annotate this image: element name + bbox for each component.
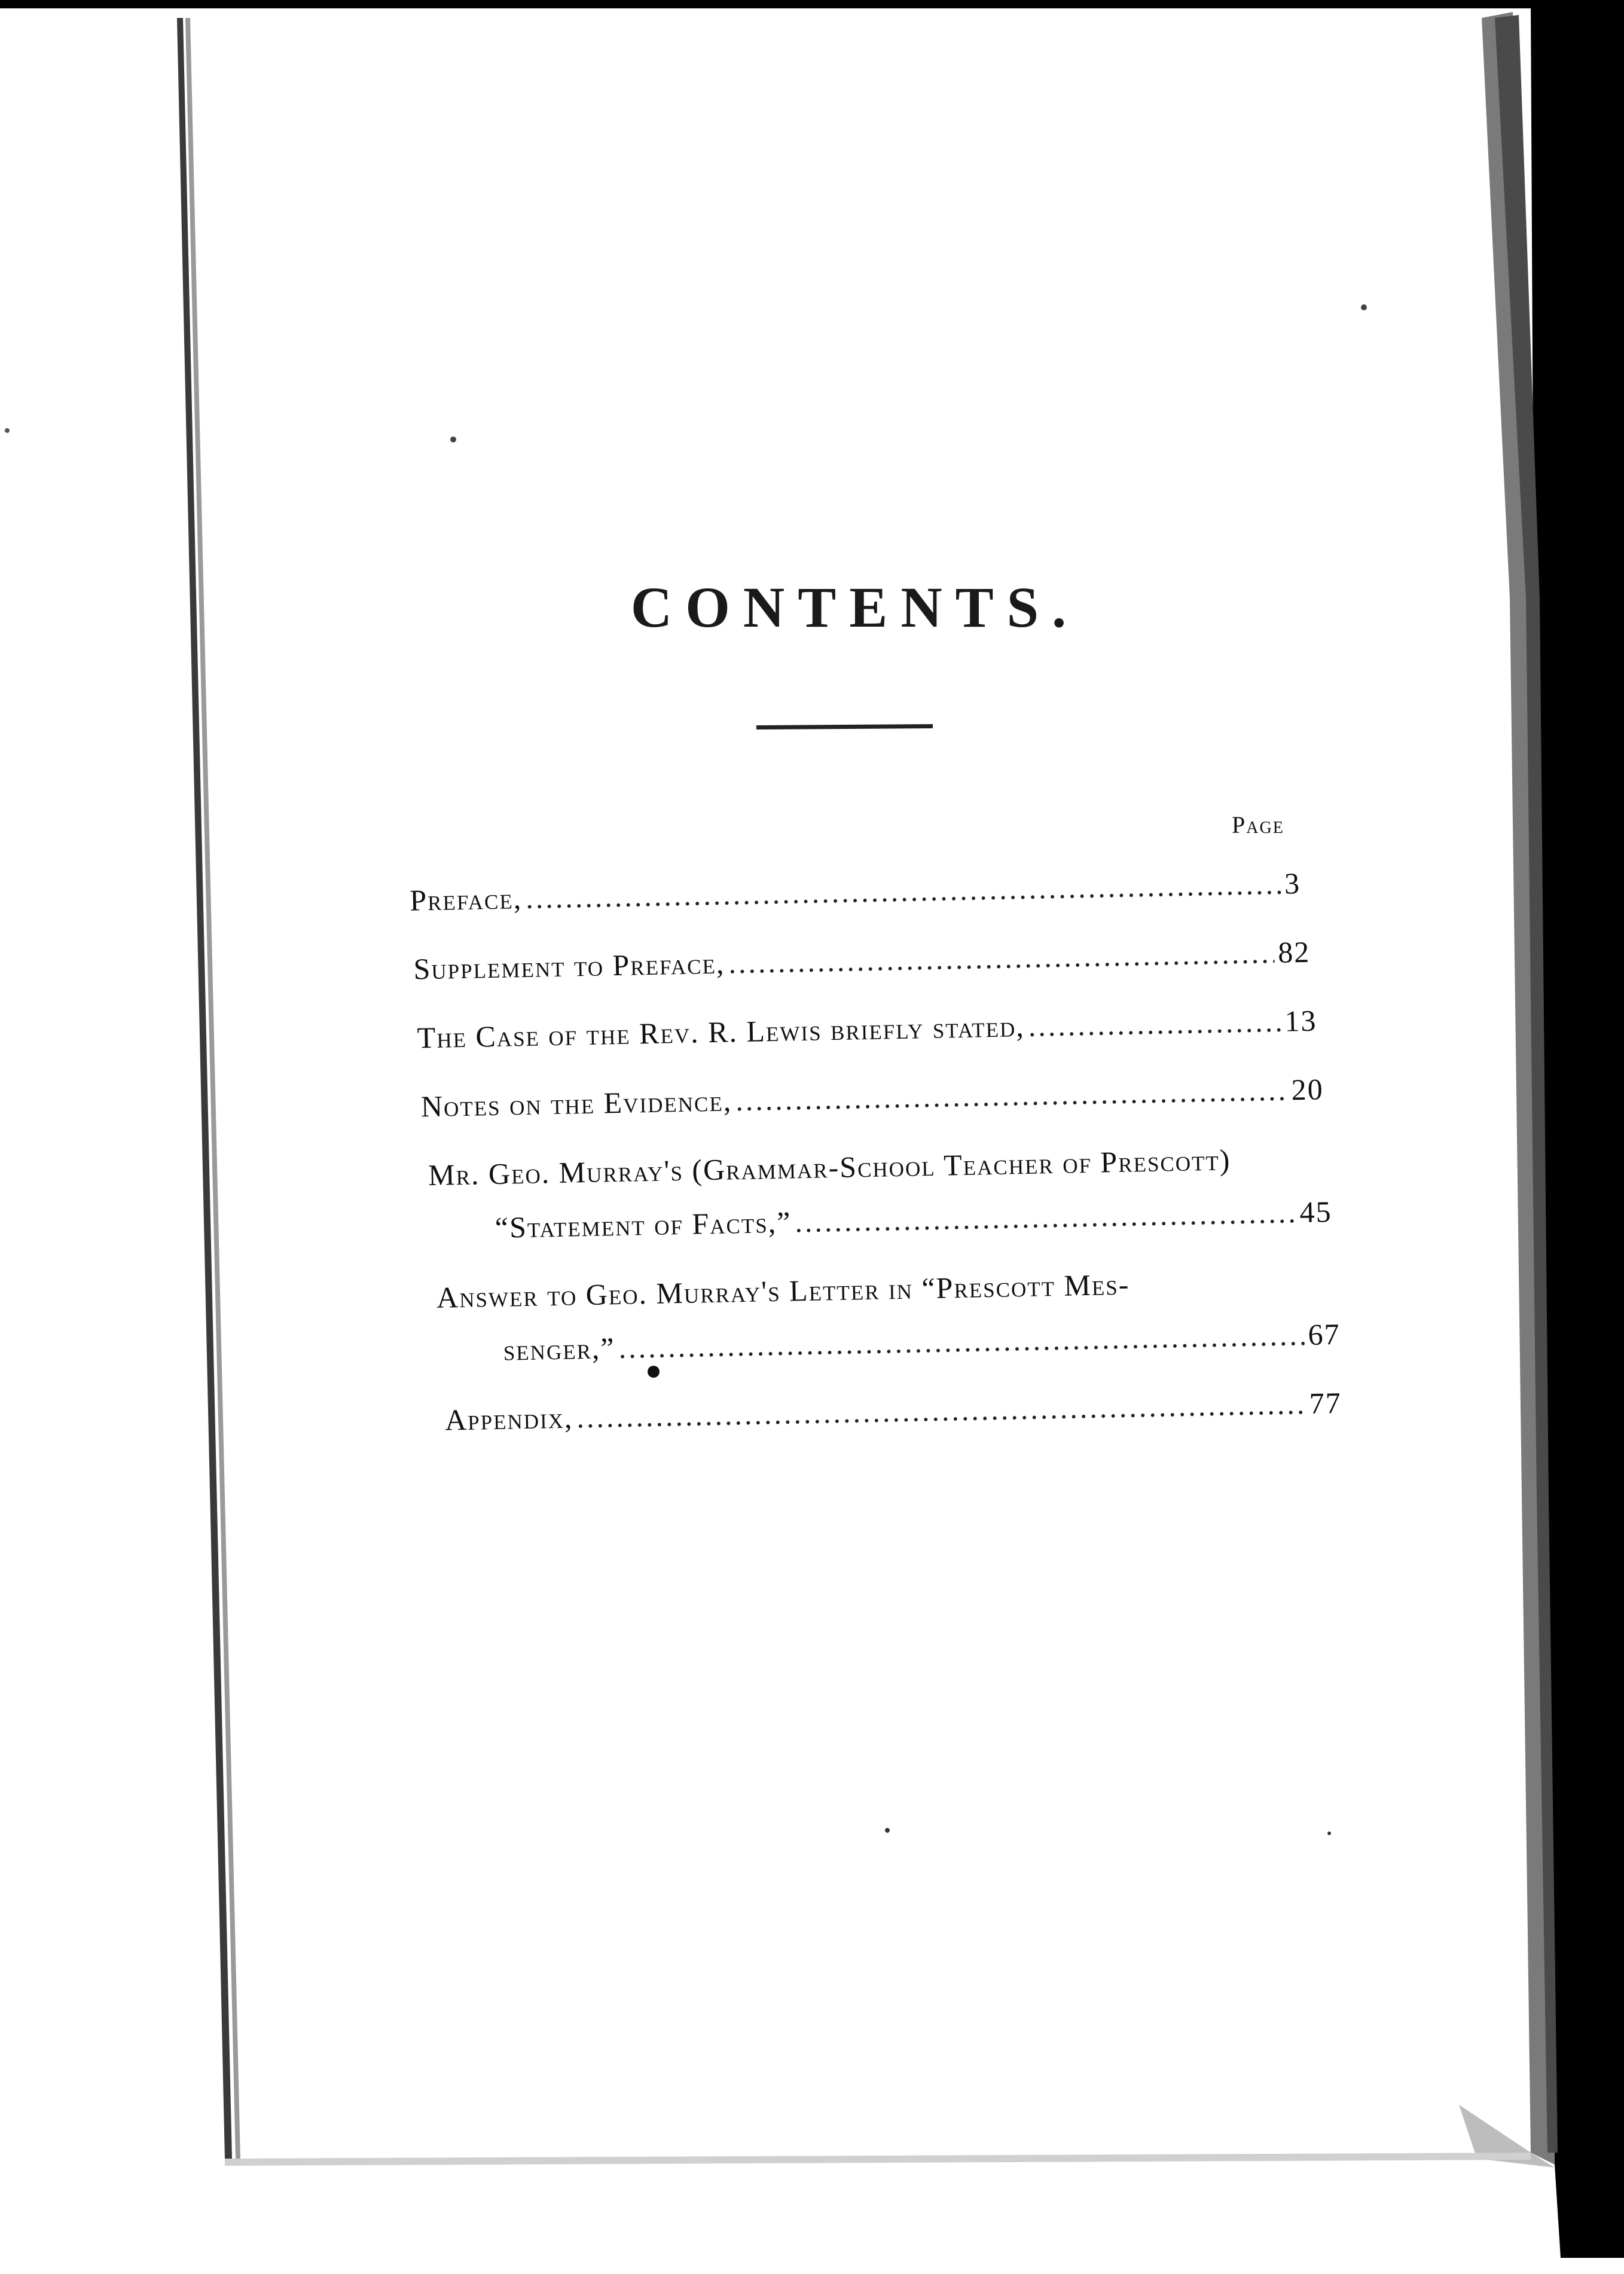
toc-entry-page: 77 bbox=[1309, 1385, 1342, 1420]
toc-entry-answer bbox=[503, 1317, 1341, 1368]
toc-entry-murray-line1: Mr. Geo. Murray's (Grammar-School Teacher of Prescott) bbox=[428, 1143, 1231, 1192]
toc-entry-label: Notes on the Evidence, bbox=[420, 1083, 732, 1124]
toc-entry-page: 82 bbox=[1277, 935, 1311, 969]
toc-entry-preface bbox=[410, 866, 1301, 918]
toc-entry-supplement bbox=[413, 935, 1311, 987]
leader-dots bbox=[728, 935, 1275, 981]
toc-entry-label: “Statement of Facts,” bbox=[494, 1205, 792, 1245]
toc-entry-page: 45 bbox=[1299, 1195, 1333, 1229]
toc-entry-label: senger,” bbox=[503, 1331, 616, 1367]
toc-entry-label: Preface, bbox=[409, 881, 523, 917]
toc-entry-murray bbox=[494, 1194, 1332, 1245]
toc-entry-label: Supplement to Preface, bbox=[413, 946, 725, 986]
toc-entry-label: The Case of the Rev. R. Lewis briefly stated, bbox=[417, 1009, 1025, 1055]
page-column-heading: Page bbox=[1232, 811, 1284, 838]
toc-entry-case bbox=[417, 1003, 1317, 1055]
toc-entry-page: 3 bbox=[1284, 866, 1301, 901]
leader-dots bbox=[795, 1195, 1296, 1239]
toc-entry-appendix bbox=[444, 1385, 1342, 1437]
leader-dots bbox=[735, 1073, 1289, 1118]
toc-entry-page: 67 bbox=[1307, 1317, 1341, 1351]
toc-entry-notes bbox=[420, 1072, 1324, 1124]
leader-dots bbox=[1028, 1004, 1281, 1043]
leader-dots bbox=[576, 1386, 1306, 1434]
leader-dots bbox=[618, 1317, 1305, 1365]
page-title: CONTENTS. bbox=[630, 575, 1080, 639]
toc-entry-page: 20 bbox=[1291, 1072, 1324, 1107]
leader-dots bbox=[526, 866, 1281, 915]
toc-entry-page: 13 bbox=[1284, 1003, 1317, 1038]
toc-entry-answer-line1: Answer to Geo. Murray's Letter in “Prescott Mes- bbox=[436, 1267, 1130, 1314]
toc-entry-label: Appendix, bbox=[444, 1400, 573, 1437]
